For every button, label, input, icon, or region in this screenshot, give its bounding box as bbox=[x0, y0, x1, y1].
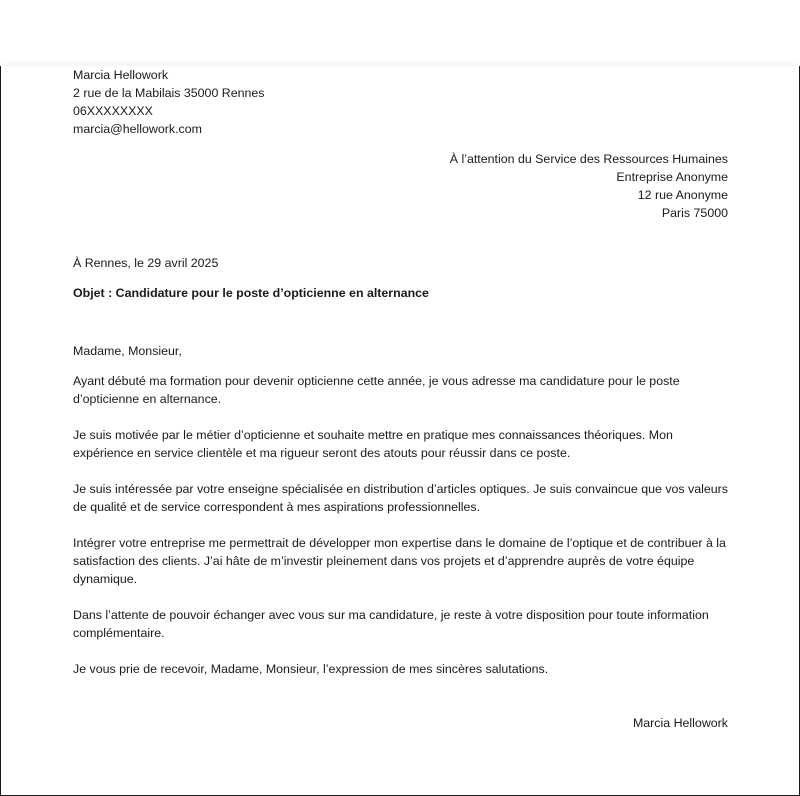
letter-subject: Objet : Candidature pour le poste d’opticienne en alternance bbox=[73, 286, 429, 300]
sender-name: Marcia Hellowork bbox=[73, 68, 169, 82]
body-paragraph: Intégrer votre entreprise me permettrait de développer mon expertise dans le domaine de l’optique et de contribuer à la satisfaction des clients. J’ai hâte de m’investir pleinement dans vos projets et d’apprendre auprès de votre équipe dynamique. bbox=[73, 536, 726, 586]
sender-block bbox=[73, 66, 728, 138]
recipient-block bbox=[73, 150, 728, 222]
sender-phone: 06XXXXXXXX bbox=[73, 104, 153, 118]
letter-page bbox=[0, 66, 800, 796]
letter-content bbox=[73, 66, 728, 732]
recipient-company: Entreprise Anonyme bbox=[616, 170, 728, 184]
top-margin bbox=[0, 0, 800, 66]
recipient-city: Paris 75000 bbox=[661, 206, 728, 220]
body-paragraph: Ayant débuté ma formation pour devenir opticienne cette année, je vous adresse ma candidature pour le poste d’opticienne en alternance. bbox=[73, 374, 680, 406]
letter-salutation: Madame, Monsieur, bbox=[73, 344, 182, 358]
letter-date: À Rennes, le 29 avril 2025 bbox=[73, 256, 219, 270]
body-paragraph: Je suis intéressée par votre enseigne spécialisée en distribution d’articles optiques. Je suis convaincue que vos valeurs de qualité et de service correspondent à mes aspirations professionnelles. bbox=[73, 482, 729, 514]
body-paragraph: Dans l’attente de pouvoir échanger avec vous sur ma candidature, je reste à votre disposition pour toute information complémentaire. bbox=[73, 608, 709, 640]
recipient-street: 12 rue Anonyme bbox=[637, 188, 728, 202]
recipient-attention: À l’attention du Service des Ressources Humaines bbox=[449, 152, 728, 166]
letter-signature: Marcia Hellowork bbox=[632, 716, 728, 730]
sender-address: 2 rue de la Mabilais 35000 Rennes bbox=[73, 86, 265, 100]
sender-email: marcia@hellowork.com bbox=[73, 122, 202, 136]
body-paragraph: Je suis motivée par le métier d’opticienne et souhaite mettre en pratique mes connaissances théoriques. Mon expérience en service clientèle et ma rigueur seront des atouts pour réussir dans ce poste. bbox=[73, 428, 673, 460]
letter-closing: Je vous prie de recevoir, Madame, Monsieur, l’expression de mes sincères salutations. bbox=[73, 662, 549, 676]
